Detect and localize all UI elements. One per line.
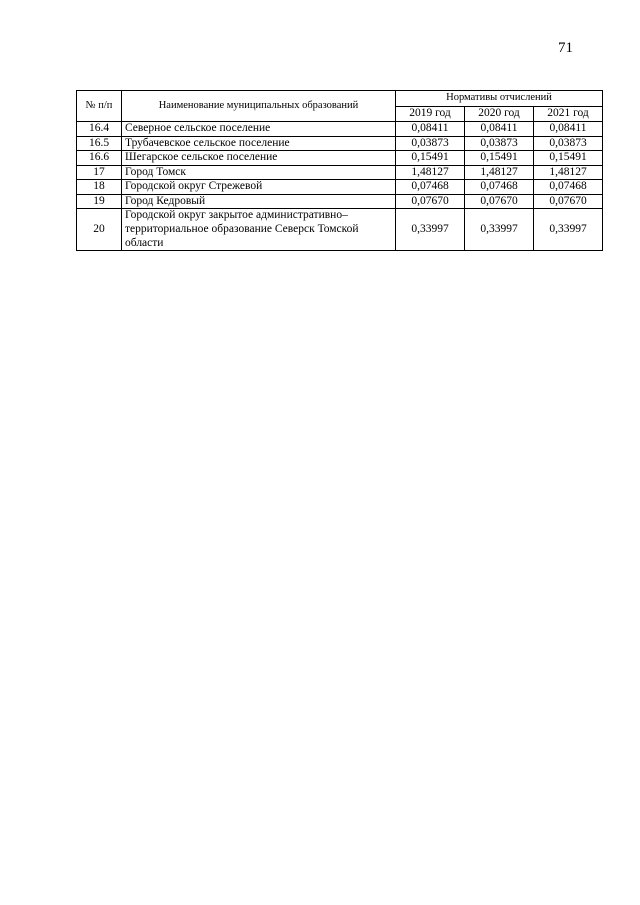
row-num: 20 [77,209,122,251]
row-value-2019: 0,08411 [396,122,465,137]
row-name: Городской округ Стрежевой [122,180,396,195]
header-num: № п/п [77,91,122,122]
header-year-2019: 2019 год [396,107,465,122]
row-value-2020: 0,03873 [465,136,534,151]
row-name: Город Кедровый [122,194,396,209]
header-norms-group: Нормативы отчислений [396,91,603,107]
row-name: Городской округ закрытое административно–территориальное образование Северск Томской области [122,209,396,251]
row-num: 16.5 [77,136,122,151]
row-value-2021: 1,48127 [534,165,603,180]
table-row [77,209,603,251]
row-value-2020: 0,07468 [465,180,534,195]
row-value-2021: 0,08411 [534,122,603,137]
row-value-2020: 0,15491 [465,151,534,166]
row-name: Северное сельское поселение [122,122,396,137]
row-value-2020: 0,08411 [465,122,534,137]
table-row [77,151,603,166]
table-row [77,180,603,195]
norms-table [76,90,603,251]
row-value-2019: 0,07670 [396,194,465,209]
row-value-2019: 1,48127 [396,165,465,180]
row-num: 18 [77,180,122,195]
row-name: Город Томск [122,165,396,180]
row-value-2019: 0,03873 [396,136,465,151]
table-body [77,122,603,251]
table-row [77,194,603,209]
page-number: 71 [558,40,573,56]
row-num: 17 [77,165,122,180]
row-value-2021: 0,07670 [534,194,603,209]
row-num: 19 [77,194,122,209]
table-row [77,136,603,151]
header-year-2021: 2021 год [534,107,603,122]
row-num: 16.4 [77,122,122,137]
row-value-2020: 0,07670 [465,194,534,209]
header-row [77,91,603,107]
row-value-2019: 0,15491 [396,151,465,166]
table-row [77,165,603,180]
row-value-2021: 0,15491 [534,151,603,166]
table-row [77,122,603,137]
row-value-2019: 0,07468 [396,180,465,195]
row-value-2020: 0,33997 [465,209,534,251]
row-value-2021: 0,33997 [534,209,603,251]
table-header [77,91,603,122]
row-num: 16.6 [77,151,122,166]
row-value-2021: 0,03873 [534,136,603,151]
row-value-2020: 1,48127 [465,165,534,180]
header-year-2020: 2020 год [465,107,534,122]
row-value-2019: 0,33997 [396,209,465,251]
row-value-2021: 0,07468 [534,180,603,195]
row-name: Шегарское сельское поселение [122,151,396,166]
header-name: Наименование муниципальных образований [122,91,396,122]
row-name: Трубачевское сельское поселение [122,136,396,151]
